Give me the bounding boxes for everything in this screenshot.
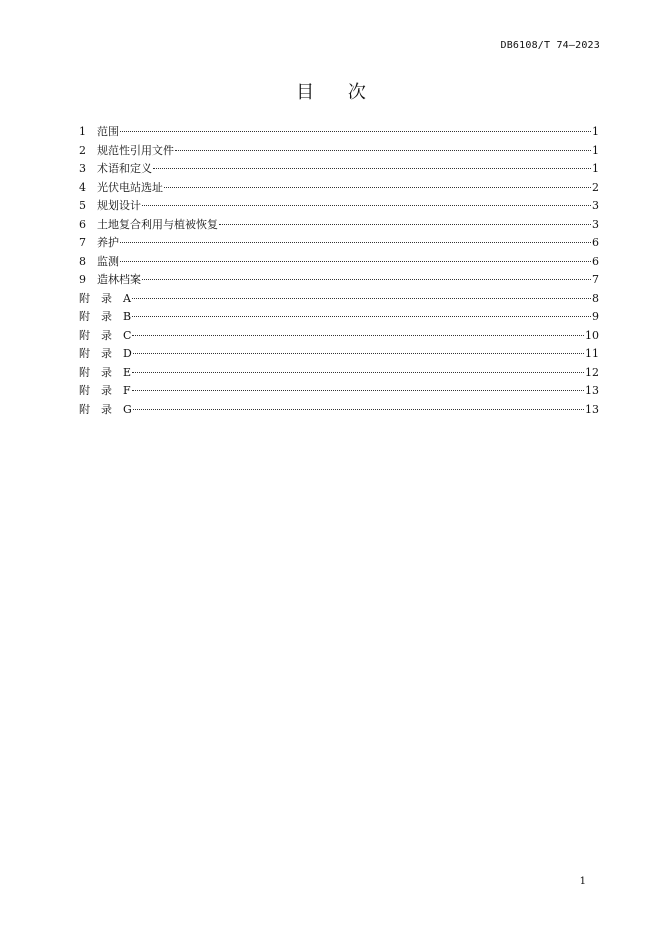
- toc-entry-page: 1: [592, 143, 599, 157]
- toc-entry-appendix-d[interactable]: [79, 345, 599, 364]
- toc-leader-dots: [120, 242, 591, 243]
- toc-entry-page: 2: [592, 180, 599, 194]
- toc-entry-maintenance[interactable]: [79, 234, 599, 253]
- toc-leader-dots: [132, 298, 591, 299]
- toc-entry-site-selection[interactable]: [79, 179, 599, 198]
- toc-entry-number: 4: [79, 180, 86, 194]
- toc-entry-label: 养护: [97, 236, 119, 249]
- toc-entry-page: 13: [585, 384, 599, 397]
- toc-entry-monitoring[interactable]: [79, 253, 599, 272]
- toc-entry-terms-definitions[interactable]: [79, 160, 599, 179]
- toc-leader-dots: [120, 131, 591, 132]
- toc-entry-label: 术语和定义: [97, 162, 152, 175]
- toc-leader-dots: [133, 409, 584, 410]
- toc-entry-page: 6: [592, 236, 599, 249]
- toc-entry-number: 7: [79, 236, 86, 249]
- document-code: DB6108/T 74—2023: [500, 40, 600, 51]
- toc-entry-label: 附 录 F: [79, 384, 131, 397]
- toc-entry-page: 7: [592, 273, 599, 286]
- toc-leader-dots: [132, 316, 591, 317]
- toc-leader-dots: [219, 224, 591, 225]
- toc-entry-page: 8: [592, 291, 599, 305]
- toc-entry-label: 土地复合利用与植被恢复: [97, 217, 218, 231]
- toc-entry-page: 12: [585, 365, 599, 379]
- toc-entry-page: 11: [585, 347, 599, 360]
- toc-leader-dots: [133, 353, 584, 354]
- table-of-contents: [79, 123, 599, 419]
- toc-entry-number: 3: [79, 162, 86, 175]
- toc-leader-dots: [142, 279, 591, 280]
- toc-leader-dots: [132, 372, 584, 373]
- toc-entry-label: 附 录 E: [79, 365, 132, 379]
- toc-entry-afforestation-records[interactable]: [79, 271, 599, 290]
- toc-leader-dots: [153, 168, 591, 169]
- toc-entry-label: 监测: [97, 254, 119, 268]
- toc-entry-label: 规划设计: [97, 199, 141, 212]
- toc-entry-page: 3: [592, 217, 599, 231]
- toc-entry-label: 附 录 C: [79, 328, 132, 342]
- toc-entry-page: 1: [592, 162, 599, 175]
- toc-entry-scope[interactable]: [79, 123, 599, 142]
- toc-entry-page: 1: [592, 125, 599, 138]
- toc-entry-label: 附 录 G: [79, 402, 132, 416]
- toc-entry-appendix-b[interactable]: [79, 308, 599, 327]
- toc-entry-label: 附 录 A: [79, 291, 131, 305]
- toc-entry-planning-design[interactable]: [79, 197, 599, 216]
- toc-entry-label: 附 录 B: [79, 310, 132, 323]
- toc-entry-appendix-e[interactable]: [79, 364, 599, 383]
- toc-entry-page: 13: [585, 402, 599, 416]
- page-title: 目 次: [296, 82, 380, 103]
- toc-leader-dots: [120, 261, 591, 262]
- toc-entry-number: 2: [79, 143, 86, 157]
- toc-entry-page: 9: [592, 310, 599, 323]
- toc-entry-label: 光伏电站选址: [97, 180, 163, 194]
- toc-leader-dots: [175, 150, 591, 151]
- toc-entry-number: 8: [79, 254, 86, 268]
- toc-entry-page: 10: [585, 328, 599, 342]
- toc-entry-page: 6: [592, 254, 599, 268]
- toc-entry-appendix-g[interactable]: [79, 401, 599, 420]
- toc-entry-number: 1: [79, 125, 86, 138]
- toc-entry-page: 3: [592, 199, 599, 212]
- toc-leader-dots: [132, 390, 584, 391]
- toc-entry-appendix-c[interactable]: [79, 327, 599, 346]
- toc-leader-dots: [164, 187, 591, 188]
- toc-entry-land-use-restoration[interactable]: [79, 216, 599, 235]
- toc-entry-normative-references[interactable]: [79, 142, 599, 161]
- page-number: 1: [579, 876, 586, 887]
- toc-entry-appendix-f[interactable]: [79, 382, 599, 401]
- toc-entry-number: 5: [79, 199, 86, 212]
- toc-leader-dots: [142, 205, 591, 206]
- toc-entry-number: 6: [79, 217, 86, 231]
- toc-leader-dots: [132, 335, 584, 336]
- toc-entry-label: 规范性引用文件: [97, 143, 174, 157]
- toc-entry-label: 造林档案: [97, 273, 141, 286]
- toc-entry-label: 范围: [97, 125, 119, 138]
- toc-entry-number: 9: [79, 273, 86, 286]
- toc-entry-appendix-a[interactable]: [79, 290, 599, 309]
- toc-entry-label: 附 录 D: [79, 347, 132, 360]
